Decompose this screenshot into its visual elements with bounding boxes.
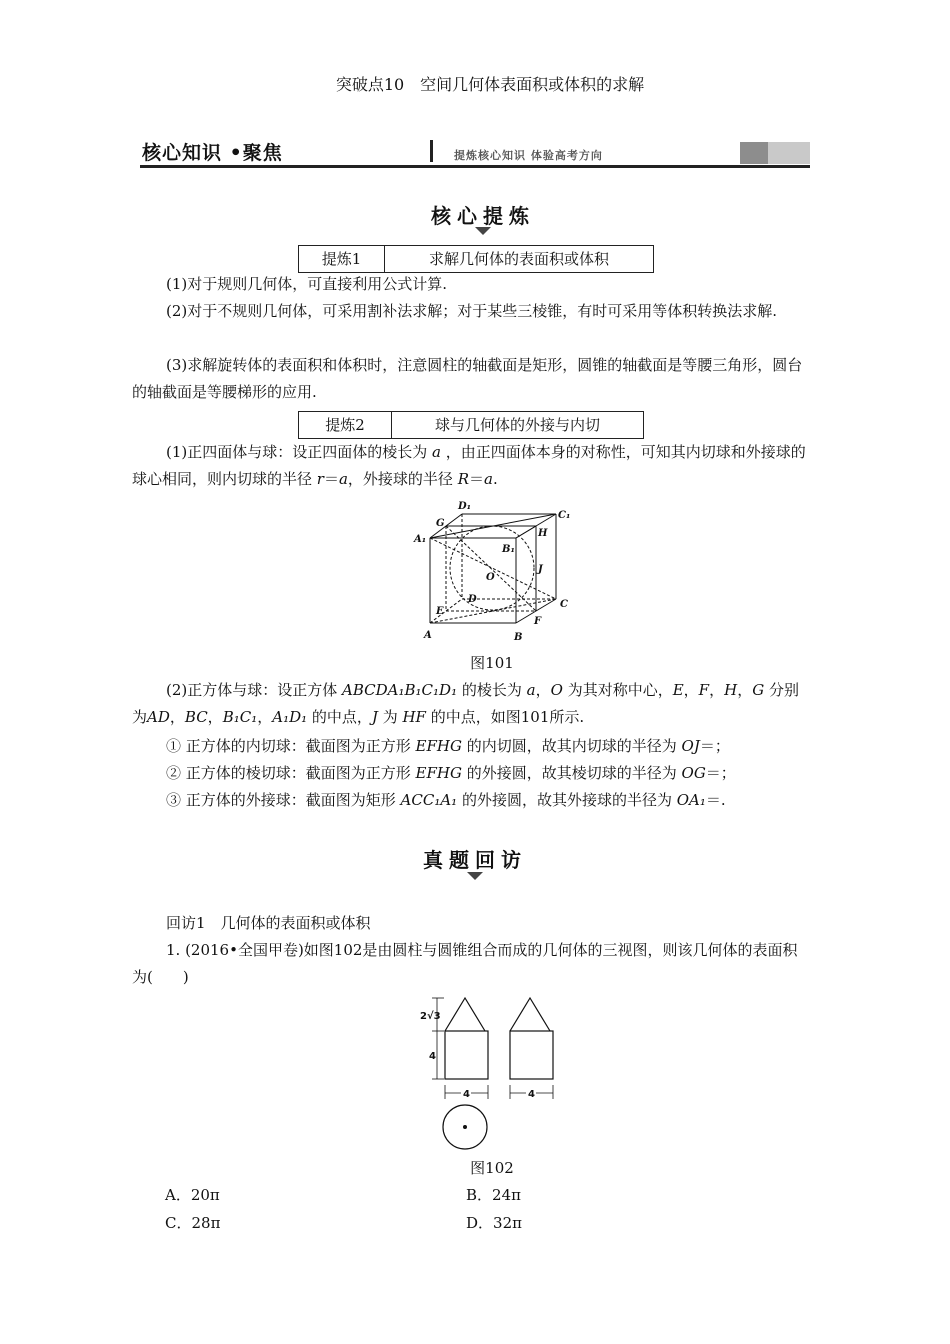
page-title: 突破点10 空间几何体表面积或体积的求解 [335, 75, 645, 94]
option-c: C．28π [165, 1214, 221, 1232]
refine1-box [298, 245, 654, 273]
dim-cylinder-height: 4 [429, 1051, 436, 1062]
option-b: B．24π [466, 1186, 521, 1204]
label-G: G [436, 518, 445, 529]
refine2-title: 球与几何体的外接与内切 [434, 416, 600, 434]
refine2-label: 提炼2 [299, 412, 392, 438]
heading-marker-icon [475, 227, 491, 235]
label-B1: B₁ [502, 544, 515, 555]
refine1-label: 提炼1 [299, 246, 385, 272]
label-A: A [424, 630, 432, 641]
cube-case-1: ① 正方体的内切球：截面图为正方形 EFHG 的内切圆，故其内切球的半径为 OJ＝； [166, 737, 730, 755]
refine1-p3: (3)求解旋转体的表面积和体积时，注意圆柱的轴截面是矩形，圆锥的轴截面是等腰三角形，圆台的轴截面是等腰梯形的应用. [132, 356, 803, 401]
section-heading-review: 真题回访 [423, 848, 527, 872]
label-D: D [468, 594, 477, 605]
cube-figure-101 [410, 498, 580, 648]
banner-lead: 核心知识 •聚焦 [142, 142, 283, 164]
section-banner [140, 138, 810, 168]
label-O: O [486, 572, 495, 583]
heading-marker-icon [467, 872, 483, 880]
banner-divider [430, 140, 433, 162]
label-F: F [534, 616, 542, 627]
label-C: C [560, 599, 568, 610]
refine1-title: 求解几何体的表面积或体积 [428, 250, 609, 268]
label-B: B [514, 632, 523, 643]
refine2-box [298, 411, 644, 439]
center-dot-icon [463, 1125, 467, 1129]
refine1-p2: (2)对于不规则几何体，可采用割补法求解；对于某些三棱锥，有时可采用等体积转换法求解. [166, 302, 778, 320]
label-C1: C₁ [558, 510, 571, 521]
dim-cone-height: 2√3 [420, 1011, 441, 1022]
dim-width-right: 4 [528, 1089, 535, 1100]
refine1-p1: (1)对于规则几何体，可直接利用公式计算. [166, 275, 448, 293]
cube-paragraph: (2)正方体与球：设正方体 ABCDA₁B₁C₁D₁ 的棱长为 a，O 为其对称中心，E，F，H，G 分别为AD，BC，B₁C₁，A₁D₁ 的中点，J 为 HF 的中点，如图101所示. [132, 681, 799, 726]
banner-gray-block [740, 142, 768, 164]
label-H: H [538, 528, 548, 539]
option-a: A．20π [165, 1186, 220, 1204]
banner-subtitle: 提炼核心知识 体验高考方向 [454, 149, 603, 162]
label-E: E [436, 606, 444, 617]
banner-light-block [768, 142, 810, 164]
cube-case-2: ② 正方体的棱切球：截面图为正方形 EFHG 的外接圆，故其棱切球的半径为 OG＝； [166, 764, 736, 782]
review1-heading: 回访1 几何体的表面积或体积 [166, 914, 371, 932]
label-D1: D₁ [458, 501, 472, 512]
banner-underline [140, 165, 810, 168]
figure-101-caption: 图101 [470, 654, 514, 672]
label-A1: A₁ [414, 534, 427, 545]
question-1: 1. (2016•全国甲卷)如图102是由圆柱与圆锥组合而成的几何体的三视图，则该几何体的表面积为( ) [132, 941, 798, 986]
option-d: D．32π [466, 1214, 522, 1232]
cube-case-3: ③ 正方体的外接球：截面图为矩形 ACC₁A₁ 的外接圆，故其外接球的半径为 OA₁＝. [166, 791, 726, 809]
refine2-p1: (1)正四面体与球：设正四面体的棱长为 a ，由正四面体本身的对称性，可知其内切球和外接球的球心相同，则内切球的半径 r＝a，外接球的半径 R＝a. [132, 443, 806, 488]
three-view-figure-102 [410, 993, 570, 1153]
dim-width-left: 4 [463, 1089, 470, 1100]
figure-102-caption: 图102 [470, 1159, 514, 1177]
section-heading-core: 核心提炼 [431, 204, 535, 228]
label-J: J [538, 564, 543, 575]
